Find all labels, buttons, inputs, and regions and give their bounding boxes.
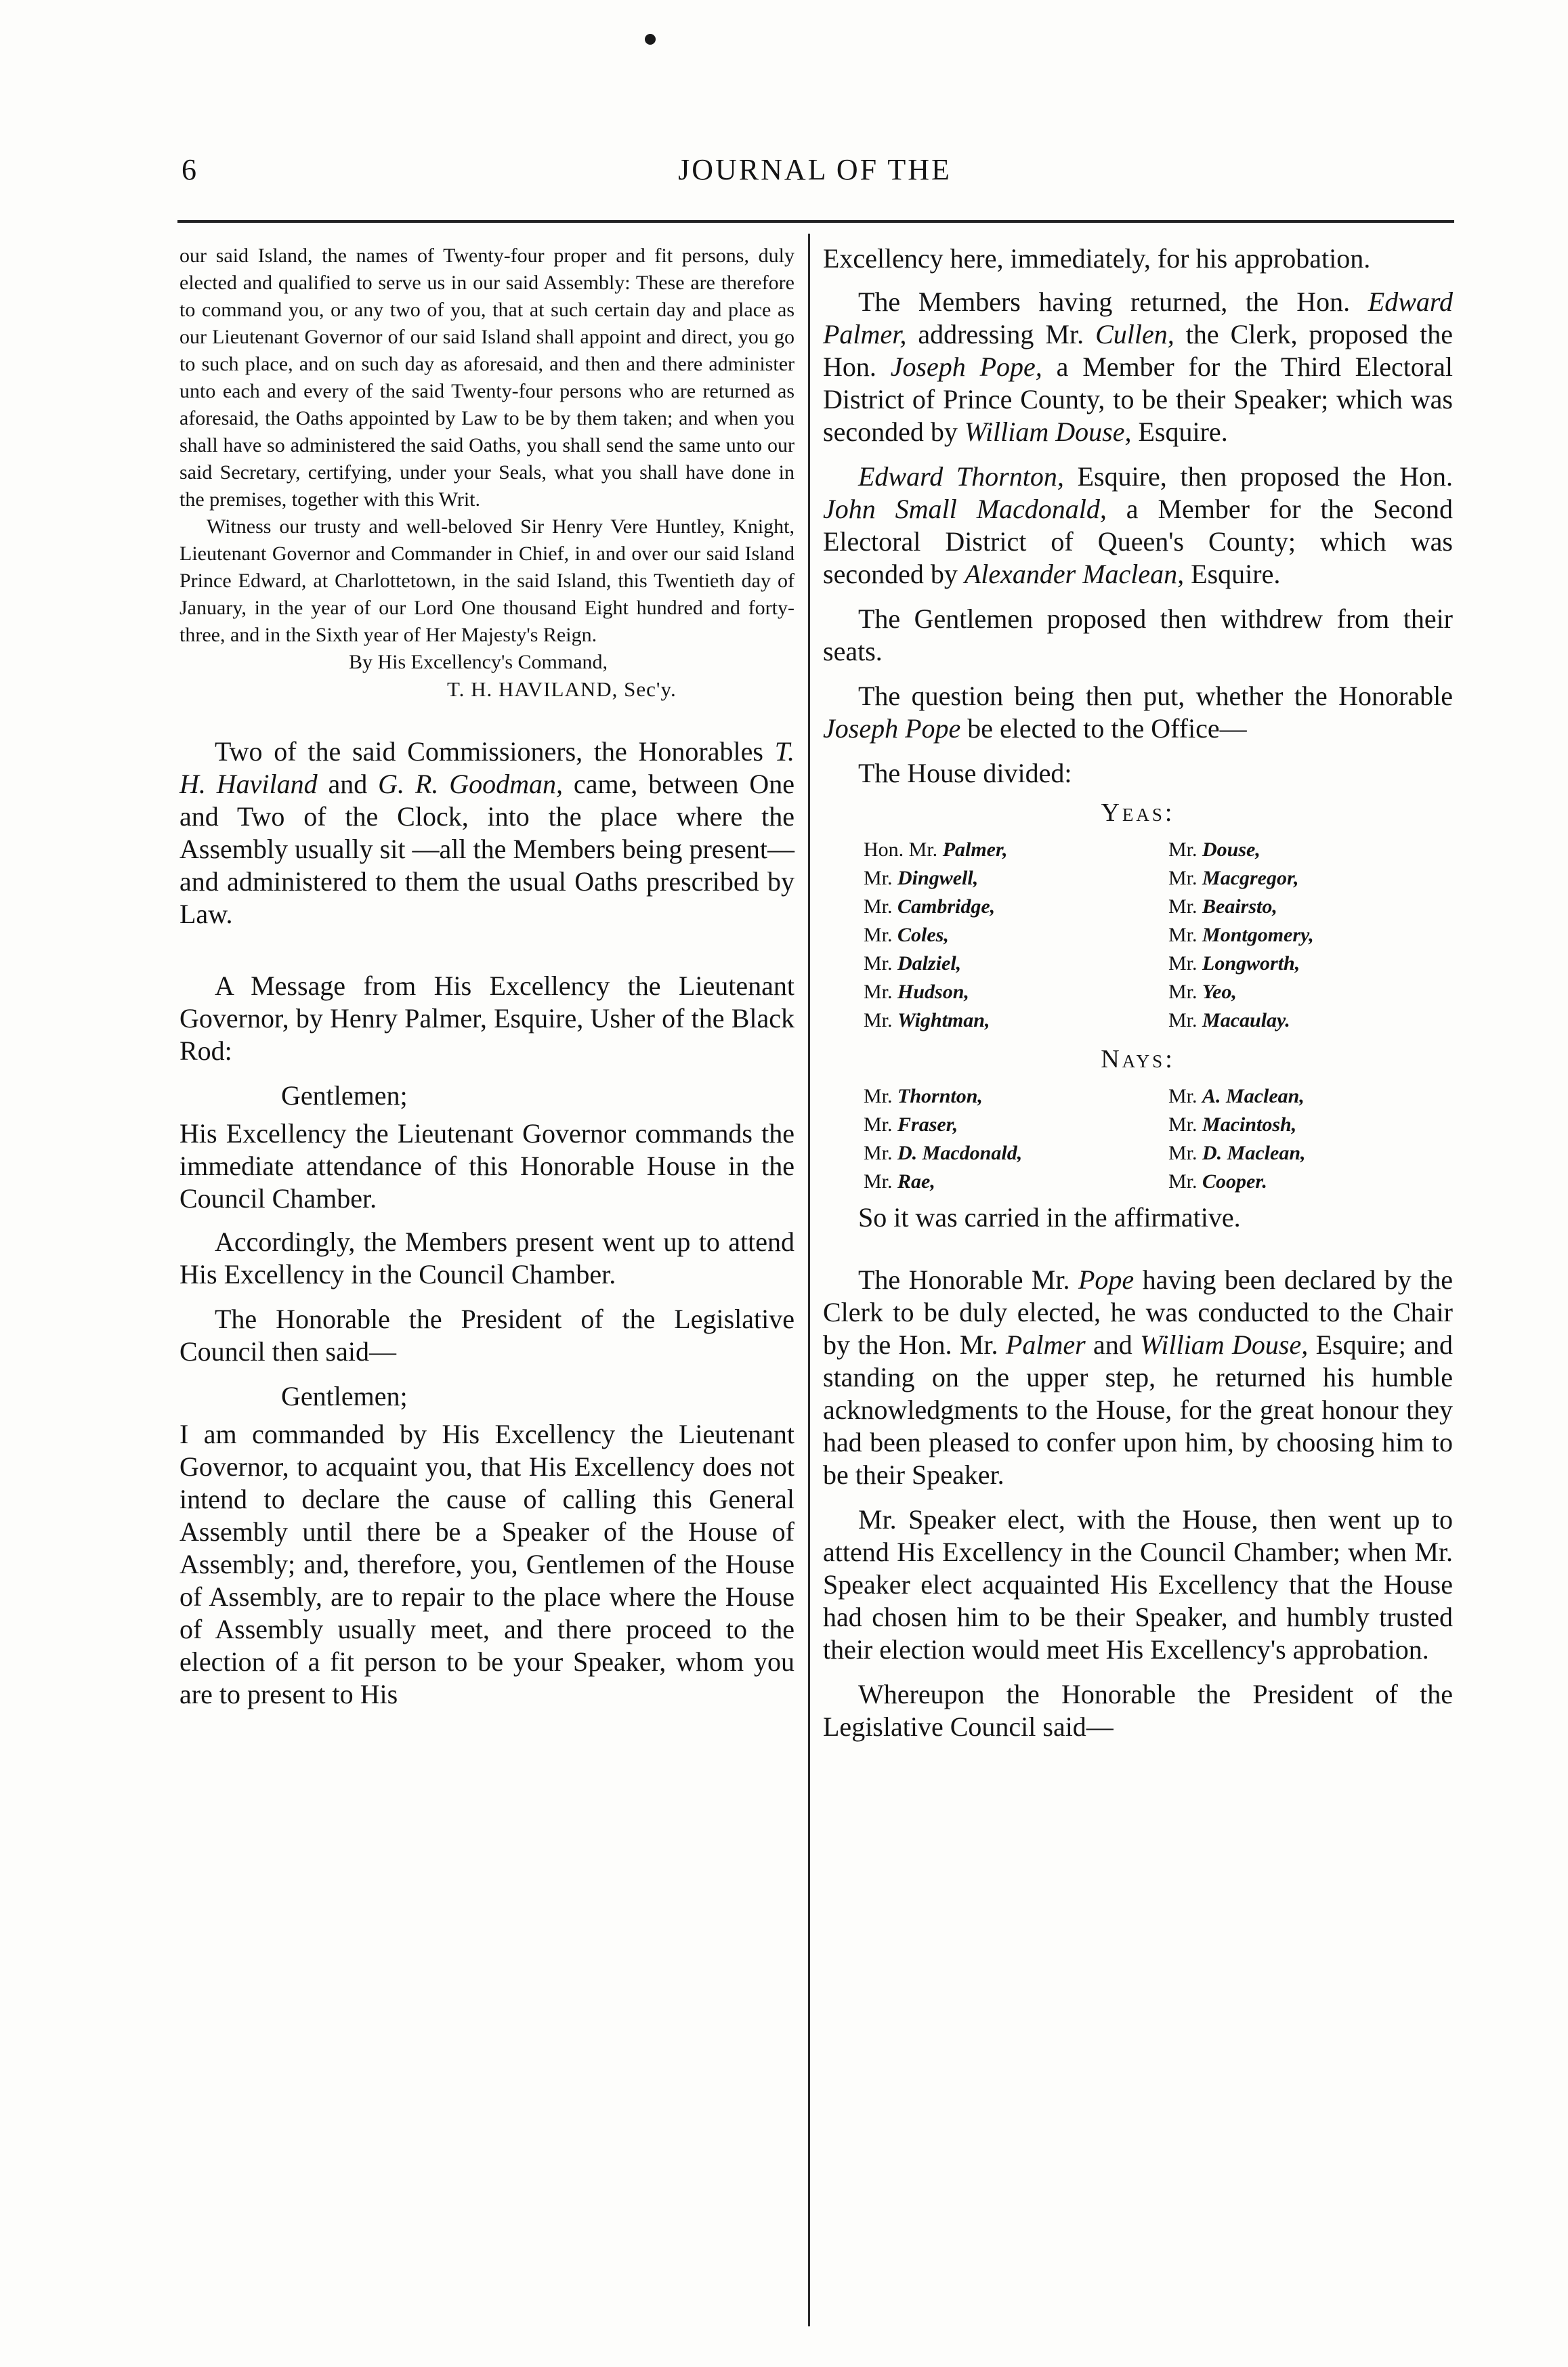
vote-entry: Mr. D. Maclean,	[1168, 1142, 1306, 1164]
vote-entry: Mr. Hudson,	[864, 981, 969, 1003]
vote-entry: Mr. Macintosh,	[1168, 1113, 1297, 1136]
commanded-paragraph: I am commanded by His Excellency the Lieutenant Governor, to acquaint you, that His Excellency does not intend to declare the cause of calling this General Assembly until there be a Speaker of the House of Assembly; and, therefore, you, Gentlemen of the House of Assembly, are to repair to the place where the House of Assembly usually meet, and there proceed to the election of a fit person to be your Speaker, whom you are to present to His	[179, 1419, 794, 1709]
accordingly-paragraph: Accordingly, the Members present went up to attend His Excellency in the Council Chamber.	[179, 1227, 794, 1289]
header-rule	[177, 220, 1454, 223]
continuation-text: Excellency here, immediately, for his approbation.	[823, 243, 1371, 274]
house-divided: The House divided:	[858, 758, 1072, 788]
whereupon-paragraph: Whereupon the Honorable the President of the Legislative Council said—	[823, 1679, 1453, 1742]
pope-elected-paragraph: The Honorable Mr. Pope having been declared by the Clerk to be duly elected, he was conducted to the Chair by the Hon. Mr. Palmer and William Douse, Esquire; and standing on the upper step, he returned his humble acknowledgments to the House, for the great honour they had been pleased to confer upon him, by choosing him to be their Speaker.	[823, 1264, 1453, 1490]
yeas-heading: Yeas:	[1101, 798, 1175, 827]
vote-entry: Mr. Thornton,	[864, 1085, 983, 1107]
vote-entry: Mr. Dingwell,	[864, 867, 979, 889]
column-divider	[808, 234, 810, 2326]
salutation: Gentlemen;	[281, 1080, 408, 1111]
vote-entry: Mr. Montgomery,	[1168, 924, 1314, 946]
withdrew-paragraph: The Gentlemen proposed then withdrew from their seats.	[823, 603, 1453, 666]
speaker-elect-paragraph: Mr. Speaker elect, with the House, then went up to attend His Excellency in the Council Chamber; when Mr. Speaker elect acquainted His Excellency that the House had chosen him to be their Speaker, and humbly trusted their election would meet His Excellency's approbation.	[823, 1504, 1453, 1665]
thornton-paragraph: Edward Thornton, Esquire, then proposed the Hon. John Small Macdonald, a Member for the Second Electoral District of Queen's County; which was seconded by Alexander Maclean, Esquire.	[823, 461, 1453, 589]
question-paragraph: The question being then put, whether the Honorable Joseph Pope be elected to the Office—	[823, 681, 1453, 744]
command-line: By His Excellency's Command,	[349, 651, 608, 673]
signature: T. H. HAVILAND, Sec'y.	[447, 677, 677, 701]
vote-entry: Mr. Coles,	[864, 924, 949, 946]
vote-entry: Mr. Cambridge,	[864, 895, 996, 918]
vote-entry: Mr. Yeo,	[1168, 981, 1237, 1003]
vote-entry: Mr. Rae,	[864, 1170, 935, 1193]
vote-entry: Mr. Wightman,	[864, 1009, 990, 1031]
writ-text: our said Island, the names of Twenty-four proper and fit persons, duly elected and qualified to serve us in our said Assembly: These are therefore to command you, or any two of you, that at such certain day and place as our Lieutenant Governor of our said Island shall appoint and direct, you go to such place, and on such day as aforesaid, and then and there administer unto each and every of the said Twenty-four persons who are returned as aforesaid, the Oaths appointed by Law to be by them taken; and when you shall have so administered the said Oaths, you shall send the same unto our said Secretary, certifying, under your Seals, what you shall have done in the premises, together with this Writ.	[179, 244, 794, 511]
running-title: JOURNAL OF THE	[678, 153, 952, 186]
left-column	[179, 242, 794, 1722]
nays-list	[823, 1082, 1453, 1196]
vote-entry: Mr. Douse,	[1168, 838, 1260, 861]
vote-entry: Mr. Beairsto,	[1168, 895, 1277, 918]
vote-entry: Mr. Cooper.	[1168, 1170, 1267, 1193]
vote-entry: Mr. D. Macdonald,	[864, 1142, 1023, 1164]
vote-entry: Hon. Mr. Palmer,	[864, 838, 1008, 861]
vote-entry: Mr. Fraser,	[864, 1113, 958, 1136]
ink-dot	[645, 34, 656, 45]
president-said: The Honorable the President of the Legislative Council then said—	[179, 1304, 794, 1367]
message-heading: A Message from His Excellency the Lieutenant Governor, by Henry Palmer, Esquire, Usher of the Black Rod:	[179, 971, 794, 1066]
vote-entry: Mr. Macaulay.	[1168, 1009, 1290, 1031]
carried-line: So it was carried in the affirmative.	[858, 1202, 1241, 1233]
message-body: His Excellency the Lieutenant Governor commands the immediate attendance of this Honorable House in the Council Chamber.	[179, 1118, 794, 1214]
commissioners-paragraph: Two of the said Commissioners, the Honorables T. H. Haviland and G. R. Goodman, came, between One and Two of the Clock, into the place where the Assembly usually sit —all the Members being present—and administered to them the usual Oaths prescribed by Law.	[179, 736, 794, 929]
right-column	[823, 242, 1453, 1755]
vote-entry: Mr. A. Maclean,	[1168, 1085, 1305, 1107]
salutation: Gentlemen;	[281, 1381, 408, 1411]
page-header	[182, 152, 1448, 200]
members-returned-paragraph: The Members having returned, the Hon. Edward Palmer, addressing Mr. Cullen, the Clerk, proposed the Hon. Joseph Pope, a Member for the Third Electoral District of Prince County, to be their Speaker; which was seconded by William Douse, Esquire.	[823, 286, 1454, 447]
yeas-list	[823, 836, 1453, 1035]
vote-entry: Mr. Macgregor,	[1168, 867, 1299, 889]
vote-entry: Mr. Dalziel,	[864, 952, 962, 975]
writ-witness: Witness our trusty and well-beloved Sir Henry Vere Huntley, Knight, Lieutenant Governor and Commander in Chief, in and over our said Island Prince Edward, at Charlottetown, in the said Island, this Twentieth day of January, in the year of our Lord One thousand Eight hundred and forty-three, and in the Sixth year of Her Majesty's Reign.	[179, 515, 794, 646]
vote-entry: Mr. Longworth,	[1168, 952, 1300, 975]
nays-heading: Nays:	[1101, 1045, 1175, 1073]
page-number: 6	[182, 153, 196, 186]
